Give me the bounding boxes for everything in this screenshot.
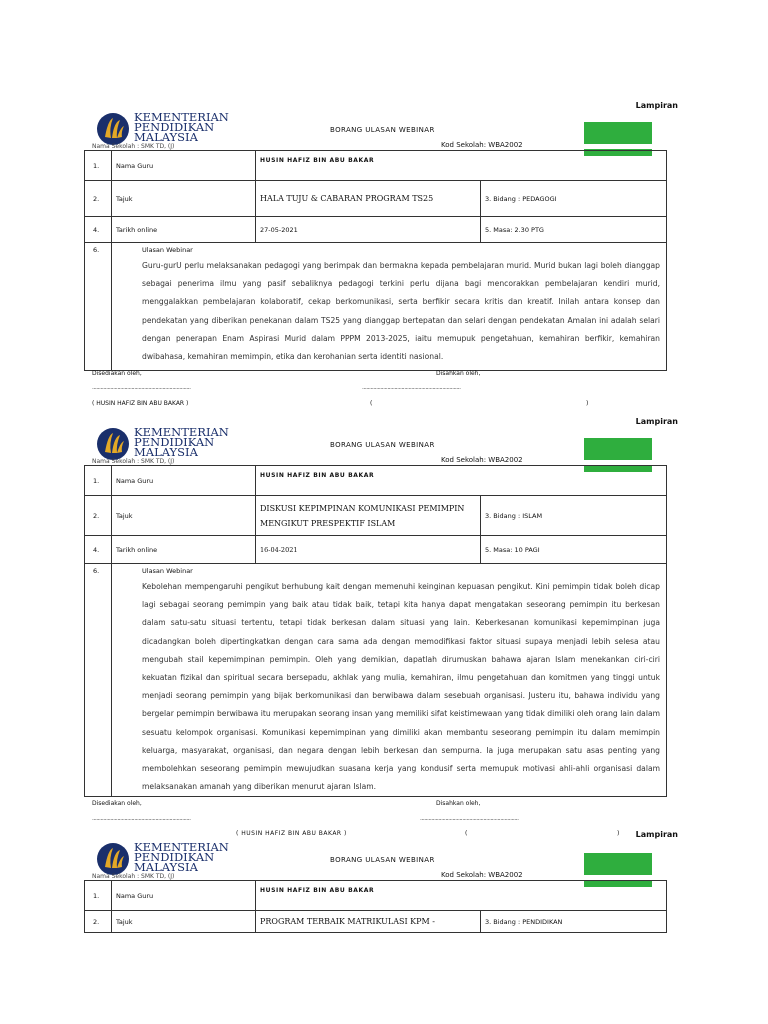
form-table — [84, 880, 667, 933]
nama-sekolah: Nama Sekolah : SMK TD, (J) — [92, 143, 175, 150]
nama-sekolah: Nama Sekolah : SMK TD, (J) — [92, 458, 175, 465]
kpm-emblem-icon — [96, 842, 130, 876]
kod-sekolah: Kod Sekolah: WBA2002 — [441, 141, 523, 149]
bidang-value: 3. Bidang : PENDIDIKAN — [481, 911, 667, 933]
signature-line-left: ...................................................................... — [92, 815, 191, 822]
nama-sekolah: Nama Sekolah : SMK TD, (J) — [92, 873, 175, 880]
masa-value: 5. Masa: 10 PAGI — [481, 536, 667, 564]
tajuk-value: HALA TUJU & CABARAN PROGRAM TS25 — [256, 181, 481, 217]
signature-line-left: ...................................................................... — [92, 384, 191, 391]
paren-open: ( — [370, 400, 373, 407]
paren-close: ) — [617, 830, 620, 837]
disediakan-label: Disediakan oleh, — [92, 800, 142, 807]
row-number: 2. — [85, 911, 112, 933]
masa-value: 5. Masa: 2.30 PTG — [481, 217, 667, 243]
teacher-name: HUSIN HAFIZ BIN ABU BAKAR — [256, 466, 667, 496]
signature-line-right: ...................................................................... — [362, 384, 461, 391]
row-tajuk — [85, 911, 667, 933]
row-nama-guru — [85, 881, 667, 911]
paren-open: ( — [465, 830, 468, 837]
logo-line-1: KEMENTERIAN — [134, 110, 229, 124]
ulasan-label: Ulasan Webinar — [142, 246, 193, 254]
row-label: Nama Guru — [112, 881, 256, 911]
row-label: Tarikh online — [112, 217, 256, 243]
logo-line-2: PENDIDIKAN — [134, 850, 215, 864]
row-number: 6. — [85, 564, 112, 797]
tajuk-value: PROGRAM TERBAIK MATRIKULASI KPM - — [256, 911, 481, 933]
logo-line-3: MALAYSIA — [134, 130, 198, 144]
disediakan-label: Disediakan oleh, — [92, 370, 142, 377]
ulasan-label: Ulasan Webinar — [142, 567, 193, 575]
row-number: 6. — [85, 243, 112, 371]
row-label: Tajuk — [112, 181, 256, 217]
bidang-value: 3. Bidang : ISLAM — [481, 496, 667, 536]
row-number: 2. — [85, 181, 112, 217]
kpm-logo — [96, 840, 229, 876]
kod-sekolah: Kod Sekolah: WBA2002 — [441, 456, 523, 464]
row-label: Nama Guru — [112, 466, 256, 496]
paren-close: ) — [586, 400, 589, 407]
ulasan-text: Guru-gurU perlu melaksanakan pedagogi yang berimpak dan bermakna kepada pembelajaran murid. Murid bukan lagi boleh dianggap sebagai penerima ilmu yang pasif sebaliknya pedagogi terkini perlu dijana bagi mencorakkan pembelajaran kendiri murid, menggalakkan pembelajaran kolaboratif, cekap berkomunikasi, serta berfikir secara kritis dan kreatif. Inilah antara konsep dan pendekatan yang diberikan penekanan dalam TS25 yang dianggap bertepatan dan selari dengan pendekatan Amalan ini adalah selari dengan penerapan Enam Aspirasi Murid dalam PPPM 2013-2025, iaitu memupuk pengetahuan, kemahiran berfikir, kemahiran dwibahasa, kemahiran memimpin, etika dan kerohanian serta identiti nasional. — [142, 261, 660, 362]
lampiran-label: Lampiran — [635, 101, 678, 110]
kod-sekolah: Kod Sekolah: WBA2002 — [441, 871, 523, 879]
form-title: BORANG ULASAN WEBINAR — [330, 441, 435, 449]
logo-line-2: PENDIDIKAN — [134, 435, 215, 449]
logo-line-3: MALAYSIA — [134, 445, 198, 459]
row-label: Tajuk — [112, 496, 256, 536]
row-label: Nama Guru — [112, 151, 256, 181]
ulasan-text: Kebolehan mempengaruhi pengikut berhubung kait dengan memenuhi keinginan kepuasan pengikut. Kini pemimpin tidak boleh dicap lagi sebagai seorang pemimpin yang baik atau tidak baik, tetapi kita hanya dapat mengatakan seseorang pemimpin itu berkesan dalam satu-satu situasi tertentu, tetapi tidak berkesan dalam situasi yang lain. Keberkesanan komunikasi kepemimpinan juga dicadangkan boleh dipertingkatkan dengan cara sama ada dengan memodifikasi faktor situasi supaya menjadi lebih selesa atau mengubah stail kepemimpinan pemimpin. Oleh yang demikian, dapatlah dirumuskan bahawa ajaran Islam menekankan ciri-ciri kekuatan fizikal dan spiritual secara bersepadu, akhlak yang mulia, kemahiran, ilmu pengetahuan dan komitmen yang tinggi untuk menjadi seorang pemimpin yang bijak berkomunikasi dan berwibawa dalam sesebuah organisasi. Justeru itu, bahawa individu yang bergelar pemimpin berwibawa itu merupakan seorang insan yang memiliki sifat keistimewaan yang tidak dimiliki oleh orang lain dalam sesuatu kelompok organisasi. Komunikasi kepemimpinan yang dimiliki akan membantu seseorang pemimpin itu dalam memimpin keluarga, masyarakat, organisasi, dan negara dengan lebih berkesan dan sempurna. Ia juga merupakan satu asas penting yang membolehkan seseorang pemimpin mewujudkan suasana kerja yang kondusif serta memupuk motivasi ahli-ahli organisasi dalam melaksanakan amanah yang diberikan menurut ajaran Islam. — [142, 582, 660, 792]
signature-line-right: ...................................................................... — [420, 815, 519, 822]
logo-line-1: KEMENTERIAN — [134, 840, 229, 854]
logo-line-3: MALAYSIA — [134, 860, 198, 874]
disahkan-label: Disahkan oleh, — [436, 800, 481, 807]
row-number: 2. — [85, 496, 112, 536]
teacher-name: HUSIN HAFIZ BIN ABU BAKAR — [256, 881, 667, 911]
bidang-value: 3. Bidang : PEDAGOGI — [481, 181, 667, 217]
row-number: 1. — [85, 466, 112, 496]
tarikh-value: 16-04-2021 — [256, 536, 481, 564]
logo-line-1: KEMENTERIAN — [134, 425, 229, 439]
nama-penyedia: ( HUSIN HAFIZ BIN ABU BAKAR ) — [92, 400, 189, 407]
row-number: 4. — [85, 536, 112, 564]
row-number: 1. — [85, 151, 112, 181]
tajuk-value: DISKUSI KEPIMPINAN KOMUNIKASI PEMIMPIN MENGIKUT PRESPEKTIF ISLAM — [256, 496, 481, 536]
row-label: Tarikh online — [112, 536, 256, 564]
disahkan-label: Disahkan oleh, — [436, 370, 481, 377]
form-title: BORANG ULASAN WEBINAR — [330, 126, 435, 134]
teacher-name: HUSIN HAFIZ BIN ABU BAKAR — [256, 151, 667, 181]
logo-line-2: PENDIDIKAN — [134, 120, 215, 134]
tarikh-value: 27-05-2021 — [256, 217, 481, 243]
row-number: 4. — [85, 217, 112, 243]
row-number: 1. — [85, 881, 112, 911]
lampiran-label: Lampiran — [635, 830, 678, 839]
form-title: BORANG ULASAN WEBINAR — [330, 856, 435, 864]
row-label: Tajuk — [112, 911, 256, 933]
lampiran-label: Lampiran — [635, 417, 678, 426]
nama-penyedia: ( HUSIN HAFIZ BIN ABU BAKAR ) — [236, 830, 347, 837]
